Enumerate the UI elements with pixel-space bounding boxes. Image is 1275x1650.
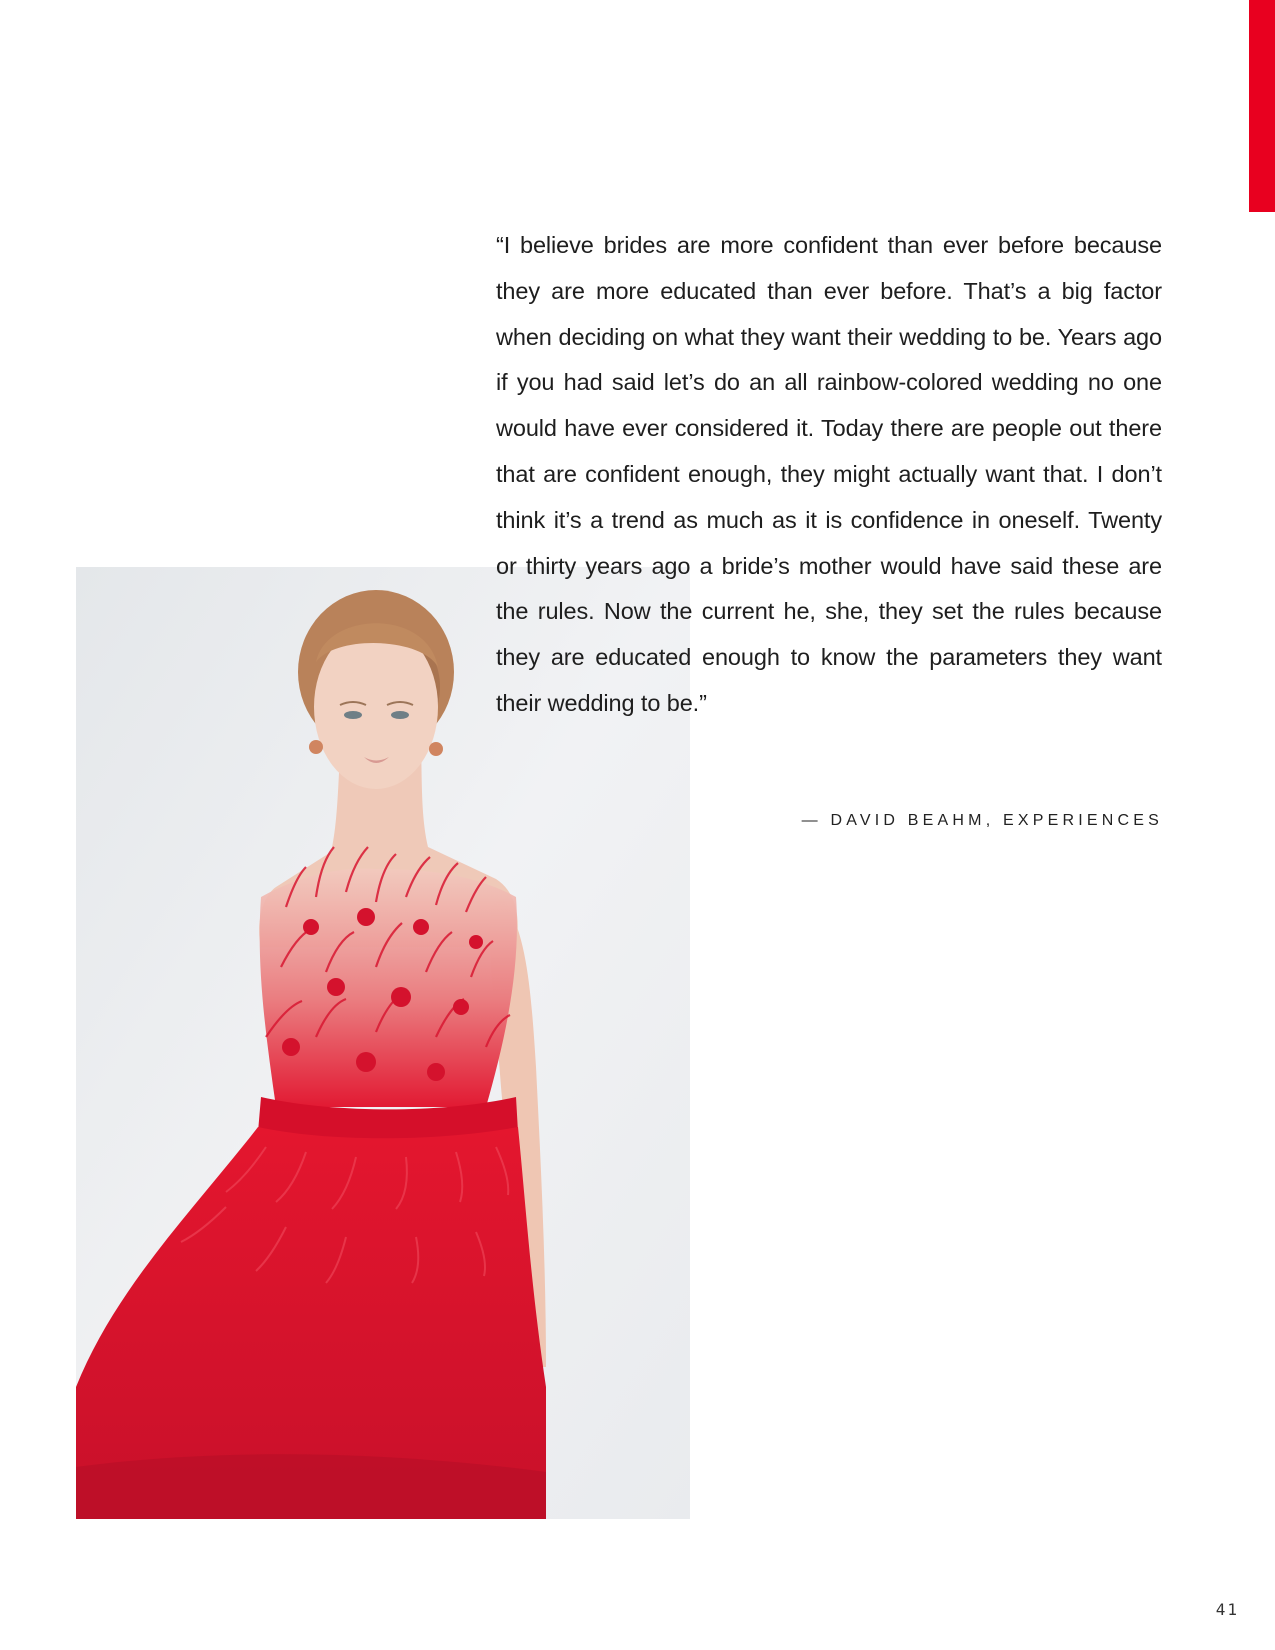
pull-quote: “I believe brides are more confident than ever before because they are more educated than ever before. That’s a big factor when deciding on what they want their wedding to be. Years ago if you had said let’s do an all rainbow-colored wedding no one would have ever considered it. Today there are people out there that are confident enough, they might actually want that. I don’t think it’s a trend as much as it is confidence in oneself. Twenty or thirty years ago a bride’s mother would have said these are the rules. Now the current he, she, they set the rules because they are educated enough to know the parameters they want their wedding to be.” [496, 232, 1162, 716]
red-accent-bar [1249, 0, 1275, 212]
quote-attribution: — DAVID BEAHM, EXPERIENCES [801, 812, 1163, 829]
page-number: 41 [1215, 1600, 1239, 1619]
